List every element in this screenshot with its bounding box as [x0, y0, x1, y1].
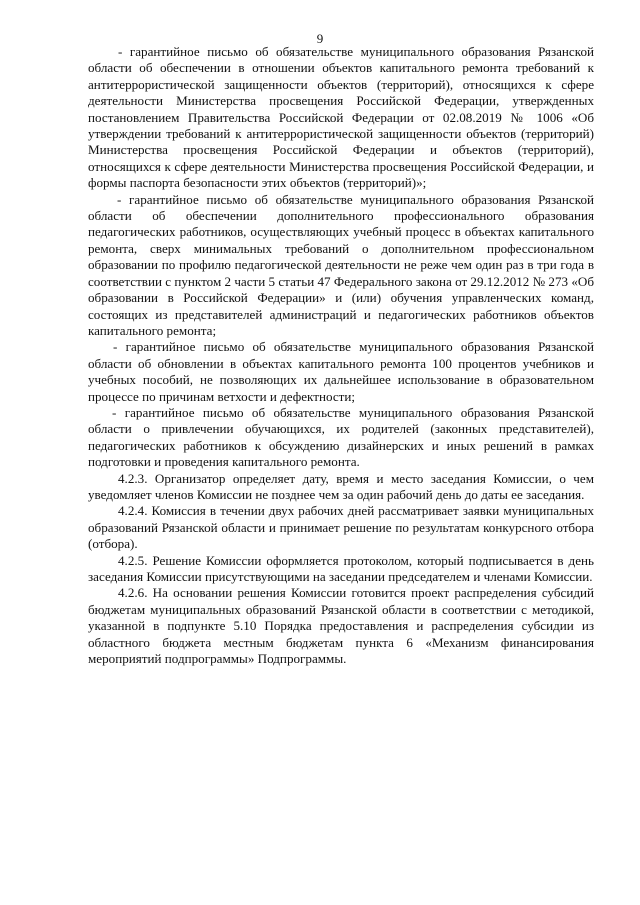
paragraph-teacher-training-letter: - гарантийное письмо об обязательстве муниципального образования Рязанской области об обеспечении дополнительного профессионального образования педагогических работников, осуществляющих учебный процесс в объектах капитального ремонта, сверх минимальных требований о дополнительном профессиональном образовании по профилю педагогической деятельности не реже чем один раз в три года в соответствии с пунктом 2 части 5 статьи 47 Федерального закона от 29.12.2012 № 273 «Об образовании в Российской Федерации» и (или) обучения управленческих команд, состоящих из представителей администраций и педагогических работников объектов капитального ремонта; — [88, 191, 594, 338]
paragraph-antiterror-letter: - гарантийное письмо об обязательстве муниципального образования Рязанской области об обеспечении в отношении объектов капитального ремонта требований к антитеррористической защищенности объектов (территорий), относящихся к сфере деятельности Министерства просвещения Российской Федерации, утвержденных постановлением Правительства Российской Федерации от 02.08.2019 № 1006 «Об утверждении требований к антитеррористической защищенности объектов (территорий) Министерства просвещения Российской Федерации и объектов (территорий), относящихся к сфере деятельности Министерства просвещения Российской Федерации, и формы паспорта безопасности этих объектов (территорий)»; — [88, 44, 594, 191]
paragraph-4-2-5: 4.2.5. Решение Комиссии оформляется протоколом, который подписывается в день заседания Комиссии присутствующими на заседании председателем и членами Комиссии. — [88, 552, 594, 584]
paragraph-4-2-4: 4.2.4. Комиссия в течении двух рабочих дней рассматривает заявки муниципальных образований Рязанской области и принимает решение по результатам конкурсного отбора (отбора). — [88, 503, 594, 552]
document-body — [88, 44, 594, 667]
paragraph-textbook-letter: - гарантийное письмо об обязательстве муниципального образования Рязанской области об обновлении в объектах капитального ремонта 100 процентов учебников и учебных пособий, не позволяющих их дальнейшее использование в образовательном процессе по причинам ветхости и дефектности; — [88, 339, 594, 404]
paragraph-4-2-6: 4.2.6. На основании решения Комиссии готовится проект распределения субсидий бюджетам муниципальных образований Рязанской области в соответствии с методикой, указанной в подпункте 5.10 Порядка предоставления и распределения субсидии из областного бюджета местным бюджетам пункта 6 «Механизм финансирования мероприятий подпрограммы» Подпрограммы. — [88, 585, 594, 667]
page-number: 9 — [316, 31, 324, 46]
paragraph-4-2-3: 4.2.3. Организатор определяет дату, время и место заседания Комиссии, о чем уведомляет членов Комиссии не позднее чем за один рабочий день до даты ее заседания. — [88, 470, 594, 502]
paragraph-participation-letter: - гарантийное письмо об обязательстве муниципального образования Рязанской области о привлечении обучающихся, их родителей (законных представителей), педагогических работников к обсуждению дизайнерских и иных решений в рамках подготовки и проведения капитального ремонта. — [88, 404, 594, 470]
